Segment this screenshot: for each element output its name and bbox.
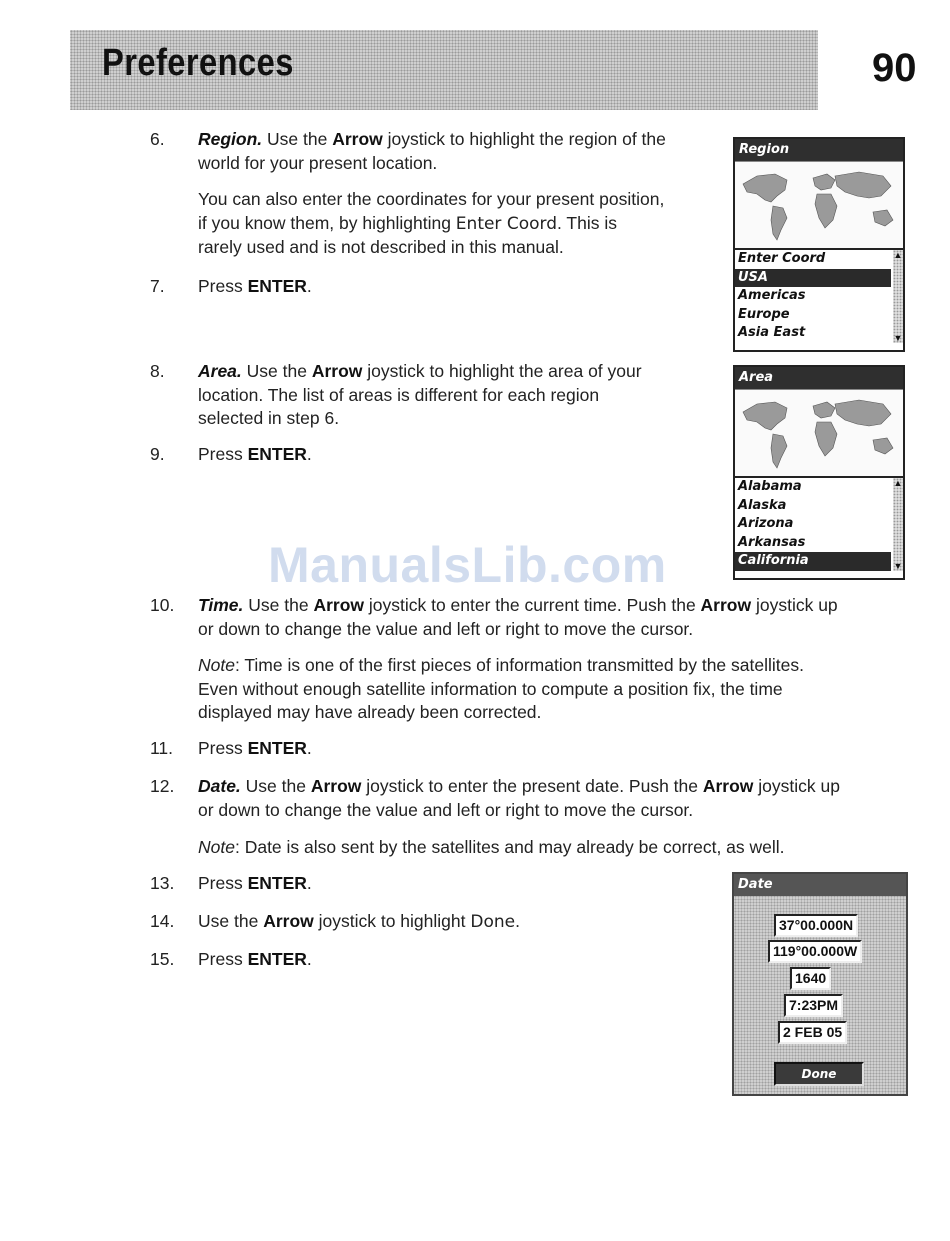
- region-screen-title: Region: [735, 139, 903, 162]
- step-term: Area.: [198, 361, 242, 381]
- step-number: 7.: [150, 276, 165, 296]
- note-text: : Date is also sent by the satellites and may already be correct, as well.: [234, 837, 785, 857]
- step-text: .: [515, 911, 520, 931]
- step-text: Use the: [243, 595, 314, 615]
- region-item-americas[interactable]: Americas: [738, 288, 806, 303]
- step-text: world for your present location.: [198, 152, 438, 173]
- step-text: .: [306, 276, 312, 296]
- keyword: Arrow: [313, 595, 364, 615]
- step-number: 6.: [150, 129, 165, 149]
- date-screen-title: Date: [734, 874, 906, 896]
- region-item-europe[interactable]: Europe: [738, 306, 790, 322]
- step-10-note: [198, 654, 918, 725]
- step-text: .: [306, 738, 312, 758]
- world-map-image: [735, 390, 903, 478]
- date-field[interactable]: 2 FEB 05: [778, 1021, 847, 1044]
- area-list[interactable]: [735, 478, 903, 571]
- step-text: joystick to highlight: [313, 911, 471, 931]
- note-label: Note: [198, 655, 235, 675]
- note-text: displayed may have already been corrected.: [198, 702, 542, 722]
- region-scrollbar[interactable]: [893, 250, 903, 343]
- keyword: Arrow: [311, 361, 363, 381]
- scroll-down-icon[interactable]: ▼: [893, 332, 903, 343]
- step-text: Press: [198, 444, 248, 464]
- world-map-image: [735, 162, 903, 250]
- step-text: selected in step 6.: [198, 408, 340, 428]
- step-text: Use the: [262, 129, 333, 149]
- keyword: ENTER: [247, 738, 307, 758]
- step-text: location. The list of areas is different for each region: [198, 384, 600, 405]
- world-map-graphic: [735, 390, 903, 476]
- keyword: Arrow: [702, 776, 754, 796]
- step-term: Date.: [198, 776, 241, 796]
- step-text: or down to change the value and left or right to move the cursor.: [198, 618, 694, 639]
- scroll-down-icon[interactable]: ▼: [893, 560, 903, 571]
- paragraph-line: You can also enter the coordinates for your present position,: [198, 189, 665, 209]
- step-text: joystick to highlight the region of the: [382, 129, 666, 149]
- step-text: Press: [198, 949, 248, 969]
- step-number: 8.: [150, 361, 165, 381]
- step-number: 13.: [150, 873, 175, 893]
- paragraph-line: . This is: [556, 212, 617, 233]
- keyword: ENTER: [247, 276, 307, 296]
- step-text: Use the: [240, 776, 311, 796]
- step-text: Press: [198, 873, 248, 893]
- latitude-field[interactable]: 37°00.000N: [774, 914, 858, 937]
- scroll-up-icon[interactable]: ▲: [893, 478, 903, 488]
- step-text: .: [306, 873, 312, 893]
- page-title: Preferences: [102, 42, 294, 84]
- step-text: joystick up: [753, 776, 840, 796]
- note-label: Note: [198, 837, 235, 857]
- area-item-alaska[interactable]: Alaska: [738, 497, 787, 513]
- area-item-arkansas[interactable]: Arkansas: [738, 534, 806, 550]
- region-item-asia-east[interactable]: Asia East: [738, 325, 806, 340]
- step-text: Use the: [241, 361, 312, 381]
- altitude-field[interactable]: 1640: [790, 967, 831, 990]
- area-item-arizona[interactable]: Arizona: [738, 516, 794, 531]
- time-field[interactable]: 7:23PM: [784, 994, 843, 1017]
- step-text: Press: [198, 738, 248, 758]
- step-text: .: [306, 949, 312, 969]
- keyword: ENTER: [247, 949, 307, 969]
- keyword: ENTER: [247, 444, 307, 464]
- step-number: 12.: [150, 776, 175, 796]
- step-text: joystick up: [751, 595, 838, 615]
- longitude-field[interactable]: 119°00.000W: [768, 940, 862, 963]
- area-screen: [733, 365, 905, 580]
- step-text: joystick to enter the current time. Push the: [364, 595, 701, 615]
- note-text: Even without enough satellite information to compute a position fix, the time: [198, 678, 783, 699]
- keyword: Arrow: [700, 595, 752, 615]
- world-map-graphic: [735, 162, 903, 248]
- region-screen: [733, 137, 905, 352]
- area-item-alabama[interactable]: Alabama: [738, 479, 802, 494]
- area-screen-title: Area: [735, 367, 903, 390]
- step-number: 15.: [150, 949, 175, 969]
- paragraph-line: if you know them, by highlighting: [198, 212, 456, 233]
- step-text: joystick to enter the present date. Push the: [361, 776, 703, 796]
- step-text: .: [306, 444, 312, 464]
- step-6-detail: [198, 188, 718, 260]
- region-item-enter-coord[interactable]: Enter Coord: [738, 251, 826, 266]
- done-button[interactable]: Done: [774, 1062, 864, 1086]
- paragraph-line: rarely used and is not described in this manual.: [198, 237, 564, 257]
- step-12-note: [198, 836, 918, 860]
- date-screen: [732, 872, 908, 1096]
- ui-term: Done: [470, 912, 516, 932]
- watermark: ManualsLib.com: [268, 537, 667, 593]
- step-number: 10.: [150, 595, 175, 615]
- keyword: Arrow: [310, 776, 362, 796]
- step-text: joystick to highlight the area of your: [362, 361, 642, 381]
- area-scrollbar[interactable]: [893, 478, 903, 571]
- region-list[interactable]: [735, 250, 903, 343]
- area-item-california[interactable]: California: [735, 552, 891, 571]
- keyword: ENTER: [247, 873, 307, 893]
- scroll-up-icon[interactable]: ▲: [893, 250, 903, 260]
- step-term: Time.: [198, 595, 244, 615]
- step-text: Use the: [198, 911, 264, 931]
- region-item-usa[interactable]: USA: [735, 269, 891, 288]
- step-text: Press: [198, 276, 248, 296]
- keyword: Arrow: [263, 911, 314, 931]
- step-term: Region.: [198, 129, 263, 149]
- note-text: : Time is one of the first pieces of information transmitted by the satellites.: [234, 655, 804, 675]
- step-number: 14.: [150, 911, 175, 931]
- keyword: Arrow: [332, 129, 383, 149]
- step-text: or down to change the value and left or right to move the cursor.: [198, 799, 694, 820]
- ui-term: Enter Coord: [455, 213, 557, 234]
- page-number: 90: [872, 46, 917, 90]
- step-number: 11.: [150, 738, 174, 758]
- step-number: 9.: [150, 444, 165, 464]
